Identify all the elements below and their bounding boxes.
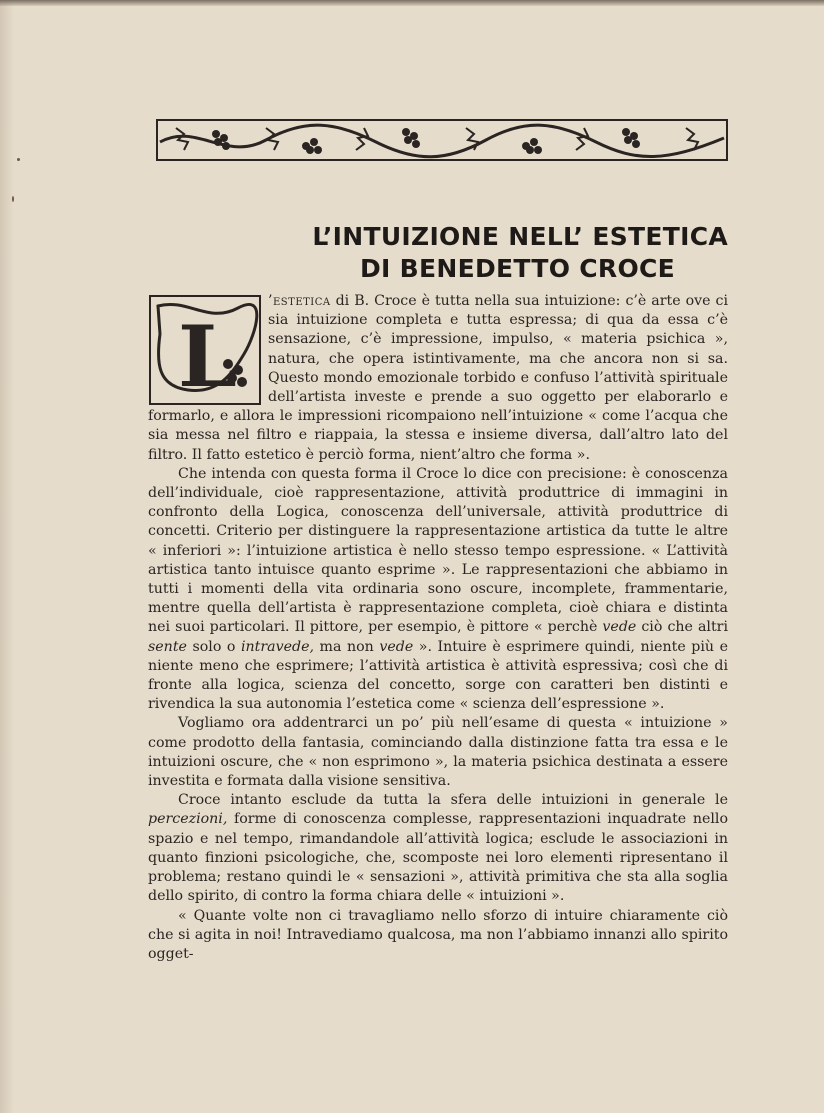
paragraph-3: Vogliamo ora addentrarci un po’ più nell’esame di questa « intuizione » come prodotto della fantasia, cominciando dalla distinzione fatta tra essa e le intuizioni oscure, che « non esprimono », la materia psichica destinata a essere investita e formata dalla visione sensitiva. (148, 715, 728, 790)
page-title-line-2: DI BENEDETTO CROCE (360, 254, 676, 283)
article-body (148, 292, 728, 964)
paragraph-4: Croce intanto esclude da tutta la sfera delle intuizioni in generale le percezioni, forme di conoscenza complesse, rappresentazioni inquadrate nello spazio e nel tempo, rimandandole all’attività logica; esclude le associazioni in quanto finzioni psicologiche, che, scomposte nei loro elementi ripresentano il problema; restano quindi le « sensazioni », attività primitiva che sta alla soglia dello spirito, di contro la forma chiara delle « intuizioni ». (148, 792, 728, 905)
grapevine-ornament-icon (156, 114, 728, 166)
page-top-edge (0, 0, 824, 6)
paragraph-5: « Quante volte non ci travagliamo nello sforzo di intuire chiaramente ciò che si agita in noi! Intravediamo qualcosa, ma non l’abbiamo innanzi allo spirito ogget- (148, 907, 728, 962)
page-binding-shadow (0, 0, 14, 1113)
paragraph-1: ’estetica di B. Croce è tutta nella sua intuizione: c’è arte ove ci sia intuizione completa e tutta espressa; di qua da essa c’è sensazione, c’è impressione, impulso, « materia psichica », natura, che opera istintivamente, ma che ancora non si sa. Questo mondo emozionale torbido e confuso l’attività spirituale dell’artista investe e prende a suo oggetto per elaborarlo e formarlo, e allora le impressioni ricompaiono nell’intuizione « come l’acqua che sia messa nel filtro e riappaia, la stessa e insieme diversa, dall’altro lato del filtro. Il fatto estetico è perciò forma, nient’altro che forma ». (148, 293, 728, 463)
paper-fleck (12, 196, 14, 202)
paper-fleck (17, 158, 20, 161)
decorated-initial-letter (148, 294, 266, 406)
page-title-line-1: L’INTUIZIONE NELL’ ESTETICA (312, 222, 728, 251)
svg-text:L: L (178, 307, 238, 406)
paragraph-2: Che intenda con questa forma il Croce lo dice con precisione: è conoscenza dell’individuale, cioè rappresentazione, attività produttrice di immagini in confronto della Logica, conoscenza dell’universale, attività produttrice di concetti. Criterio per distinguere la rappresentazione artistica da tutte le altre « inferiori »: l’intuizione artistica è nello stesso tempo espressione. « L’attività artistica tanto intuisce quanto esprime ». Le rappresentazioni che abbiamo in tutti i momenti della vita ordinaria sono oscure, incomplete, frammentarie, mentre quella dell’artista è rappresentazione completa, cioè chiara e distinta nei suoi particolari. Il pittore, per esempio, è pittore « perchè vede ciò che altri sente solo o intravede, ma non vede ». Intuire è esprimere quindi, niente più e niente meno che esprimere; l’attività artistica è attività espressiva; così che di fronte alla logica, scienza del concetto, sorge con caratteri ben distinti e rivendica la sua autonomia l’estetica come « scienza dell’espressione ». (148, 465, 728, 713)
